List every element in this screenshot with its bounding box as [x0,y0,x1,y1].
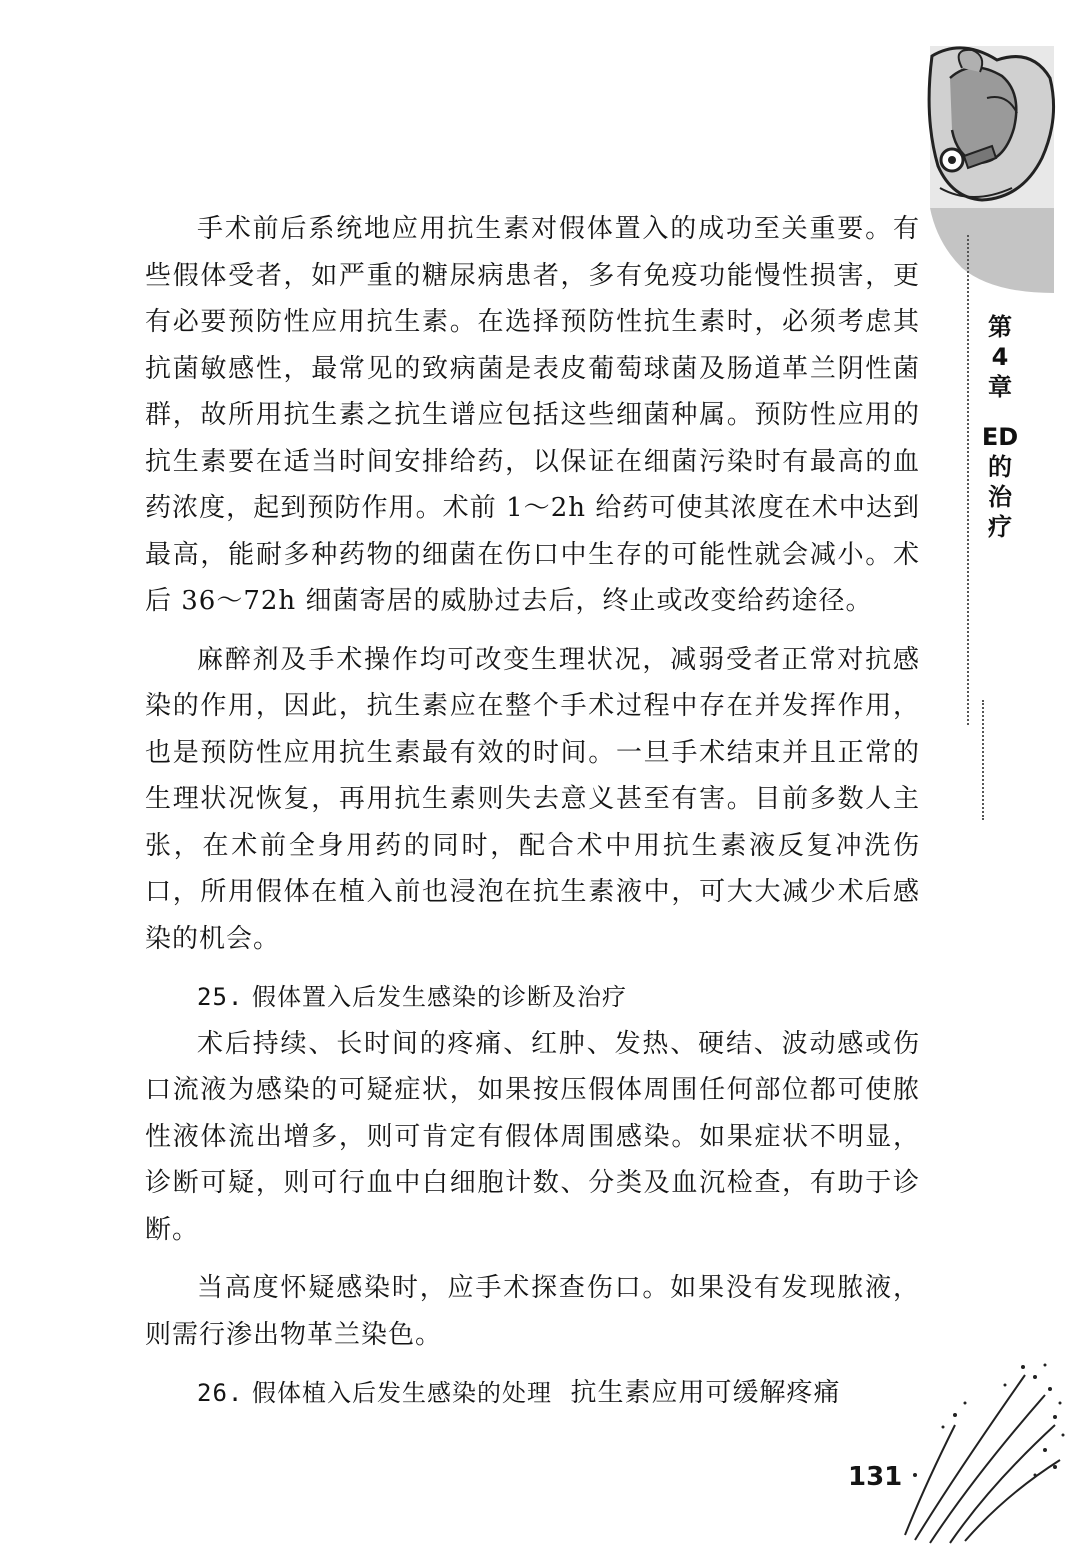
chapter-char-2: 章 [988,373,1012,401]
section-heading-26 [145,1370,920,1417]
topic-char-2: 治 [988,483,1012,511]
section-26-text-start: 抗生素应用可缓解疼痛 [570,1378,841,1408]
margin-rule-lower [982,700,984,820]
page-number: 131 [848,1462,903,1492]
topic-char-1: 的 [988,453,1012,481]
section-title-25: 假体置入后发生感染的诊断及治疗 [252,983,627,1011]
paragraph-antibiotic-prophylaxis: 手术前后系统地应用抗生素对假体置入的成功至关重要。有些假体受者，如严重的糖尿病患者，多有免疫功能慢性损害，更有必要预防性应用抗生素。在选择预防性抗生素时，必须考虑其抗菌敏感性，最常见的致病菌是表皮葡萄球菌及肠道革兰阴性菌群，故所用抗生素之抗生谱应包括这些细菌种属。预防性应用的抗生素要在适当时间安排给药，以保证在细菌污染时有最高的血药浓度，起到预防作用。术前 1～2h 给药可使其浓度在术中达到最高，能耐多种药物的细菌在伤口中生存的可能性就会减小。术后 36～72h 细菌寄居的威胁过去后，终止或改变给药途径。 [145,214,920,616]
section-number-25: 25. [197,983,244,1011]
paragraph-wound-exploration: 当高度怀疑感染时，应手术探查伤口。如果没有发现脓液，则需行渗出物革兰染色。 [145,1273,920,1350]
section-heading-25 [145,974,920,1021]
chapter-emblem-illustration [922,38,1062,293]
section-title-26: 假体植入后发生感染的处理 [252,1379,552,1407]
chapter-char-1: 第 [988,313,1012,341]
topic-char-3: 疗 [988,513,1012,541]
paragraph-infection-diagnosis: 术后持续、长时间的疼痛、红肿、发热、硬结、波动感或伤口流液为感染的可疑症状，如果按压假体周围任何部位都可使脓性液体流出增多，则可肯定有假体周围感染。如果症状不明显，诊断可疑，则可行血中白细胞计数、分类及血沉检查，有助于诊断。 [145,1028,920,1245]
body-text [145,206,920,1417]
paragraph-anesthesia-effect: 麻醉剂及手术操作均可改变生理状况，减弱受者正常对抗感染的作用，因此，抗生素应在整个手术过程中存在并发挥作用，也是预防性应用抗生素最有效的时间。一旦手术结束并且正常的生理状况恢复，再用抗生素则失去意义甚至有害。目前多数人主张，在术前全身用药的同时，配合术中用抗生素液反复冲洗伤口，所用假体在植入前也浸泡在抗生素液中，可大大减少术后感染的机会。 [145,644,920,954]
chapter-number: 4 [991,343,1009,371]
margin-rule-upper [967,235,969,725]
topic-abbr: ED [981,423,1019,451]
sparkle-decoration [895,1355,1075,1545]
section-number-26: 26. [197,1379,244,1407]
chapter-side-tab [978,312,1022,542]
